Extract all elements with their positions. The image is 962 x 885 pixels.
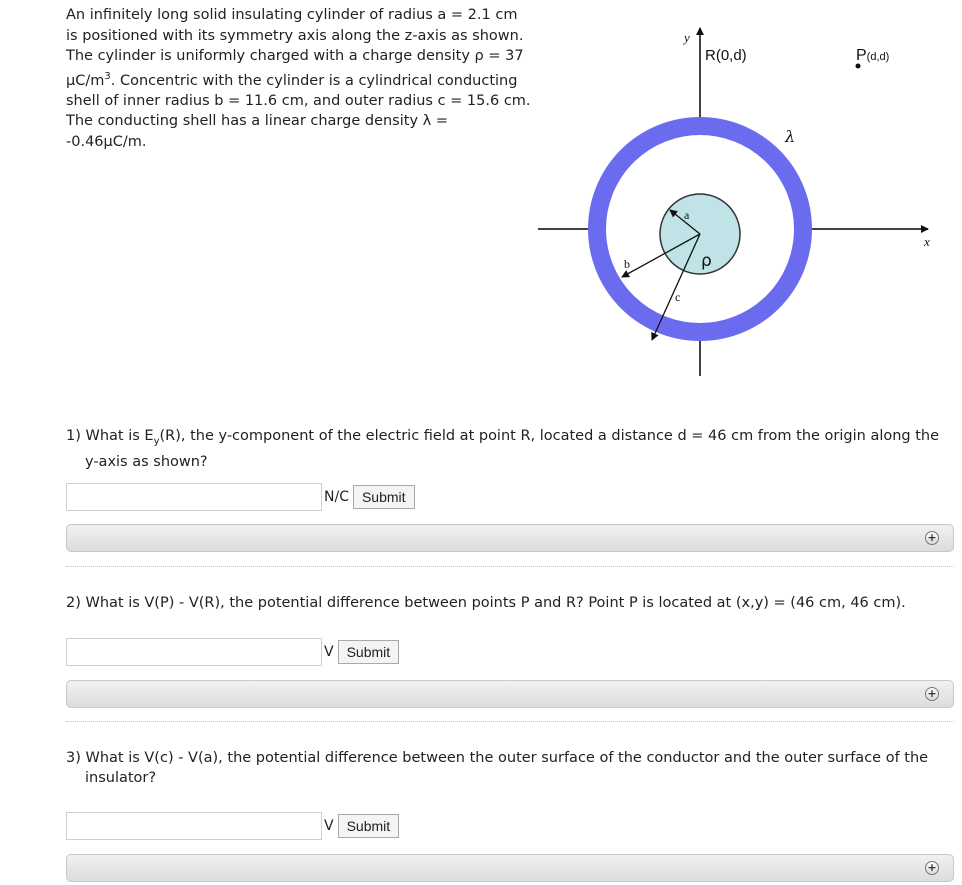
- problem-statement: [66, 5, 536, 152]
- submit-button-1[interactable]: Submit: [353, 485, 415, 509]
- rho-label: ρ: [701, 251, 712, 271]
- radius-c-label: c: [675, 290, 681, 304]
- problem-line: shell of inner radius b = 11.6 cm, and outer radius c = 15.6 cm.: [66, 92, 531, 109]
- unit-label: V: [324, 818, 334, 834]
- hint-bar-3[interactable]: [66, 854, 954, 882]
- unit-label: N/C: [324, 489, 349, 505]
- problem-line: is positioned with its symmetry axis along the z-axis as shown.: [66, 27, 524, 44]
- subscript: y: [153, 435, 160, 447]
- point-p-label: [856, 47, 889, 64]
- submit-button-3[interactable]: Submit: [338, 814, 400, 838]
- question-text: 2) What is V(P) - V(R), the potential difference between points P and R? Point P is located at (x,y) = (46 cm, 46 cm).: [66, 595, 906, 611]
- submit-button-2[interactable]: Submit: [338, 640, 400, 664]
- problem-line: An infinitely long solid insulating cylinder of radius a = 2.1 cm: [66, 7, 518, 23]
- question-2: [66, 593, 956, 613]
- divider: [66, 566, 954, 567]
- y-axis-label: y: [684, 30, 690, 45]
- answer-input-3[interactable]: [66, 812, 322, 840]
- question-text: 1) What is E: [66, 428, 154, 444]
- question-text: 3) What is V(c) - V(a), the potential difference between the outer surface of the conductor and the outer surface of the insulator?: [66, 750, 929, 786]
- radius-a-label: a: [684, 208, 690, 222]
- point-p-coords: (d,d): [866, 51, 890, 63]
- plus-circle-icon[interactable]: +: [925, 861, 939, 875]
- question-text: (R), the y-component of the electric field at point R, located a distance d = 46 cm from the origin along the y-axis as shown?: [85, 428, 940, 470]
- hint-bar-2[interactable]: [66, 680, 954, 708]
- x-axis-label: x: [924, 234, 930, 249]
- problem-line: The conducting shell has a linear charge density λ =: [66, 113, 448, 130]
- lambda-label: λ: [785, 127, 796, 146]
- problem-line: -0.46μC/m.: [66, 133, 147, 150]
- point-r-label: R(0,d): [705, 47, 747, 64]
- problem-line: The cylinder is uniformly charged with a charge density ρ = 37: [66, 48, 524, 64]
- question-3: [66, 748, 956, 788]
- hint-bar-1[interactable]: [66, 524, 954, 552]
- answer-row-1: [66, 482, 415, 512]
- point-p-dot: [856, 64, 861, 69]
- answer-row-3: [66, 811, 399, 841]
- superscript: 3: [104, 70, 111, 82]
- cylinder-diagram: [530, 20, 950, 380]
- plus-circle-icon[interactable]: +: [925, 531, 939, 545]
- problem-line: μC/m: [66, 72, 105, 89]
- point-p-letter: P: [856, 47, 867, 64]
- answer-row-2: [66, 637, 399, 667]
- question-1: [66, 426, 956, 472]
- plus-circle-icon[interactable]: +: [925, 687, 939, 701]
- answer-input-2[interactable]: [66, 638, 322, 666]
- problem-line: . Concentric with the cylinder is a cylindrical conducting: [110, 72, 518, 89]
- radius-b-label: b: [624, 257, 630, 271]
- answer-input-1[interactable]: [66, 483, 322, 511]
- unit-label: V: [324, 644, 334, 660]
- divider: [66, 721, 954, 722]
